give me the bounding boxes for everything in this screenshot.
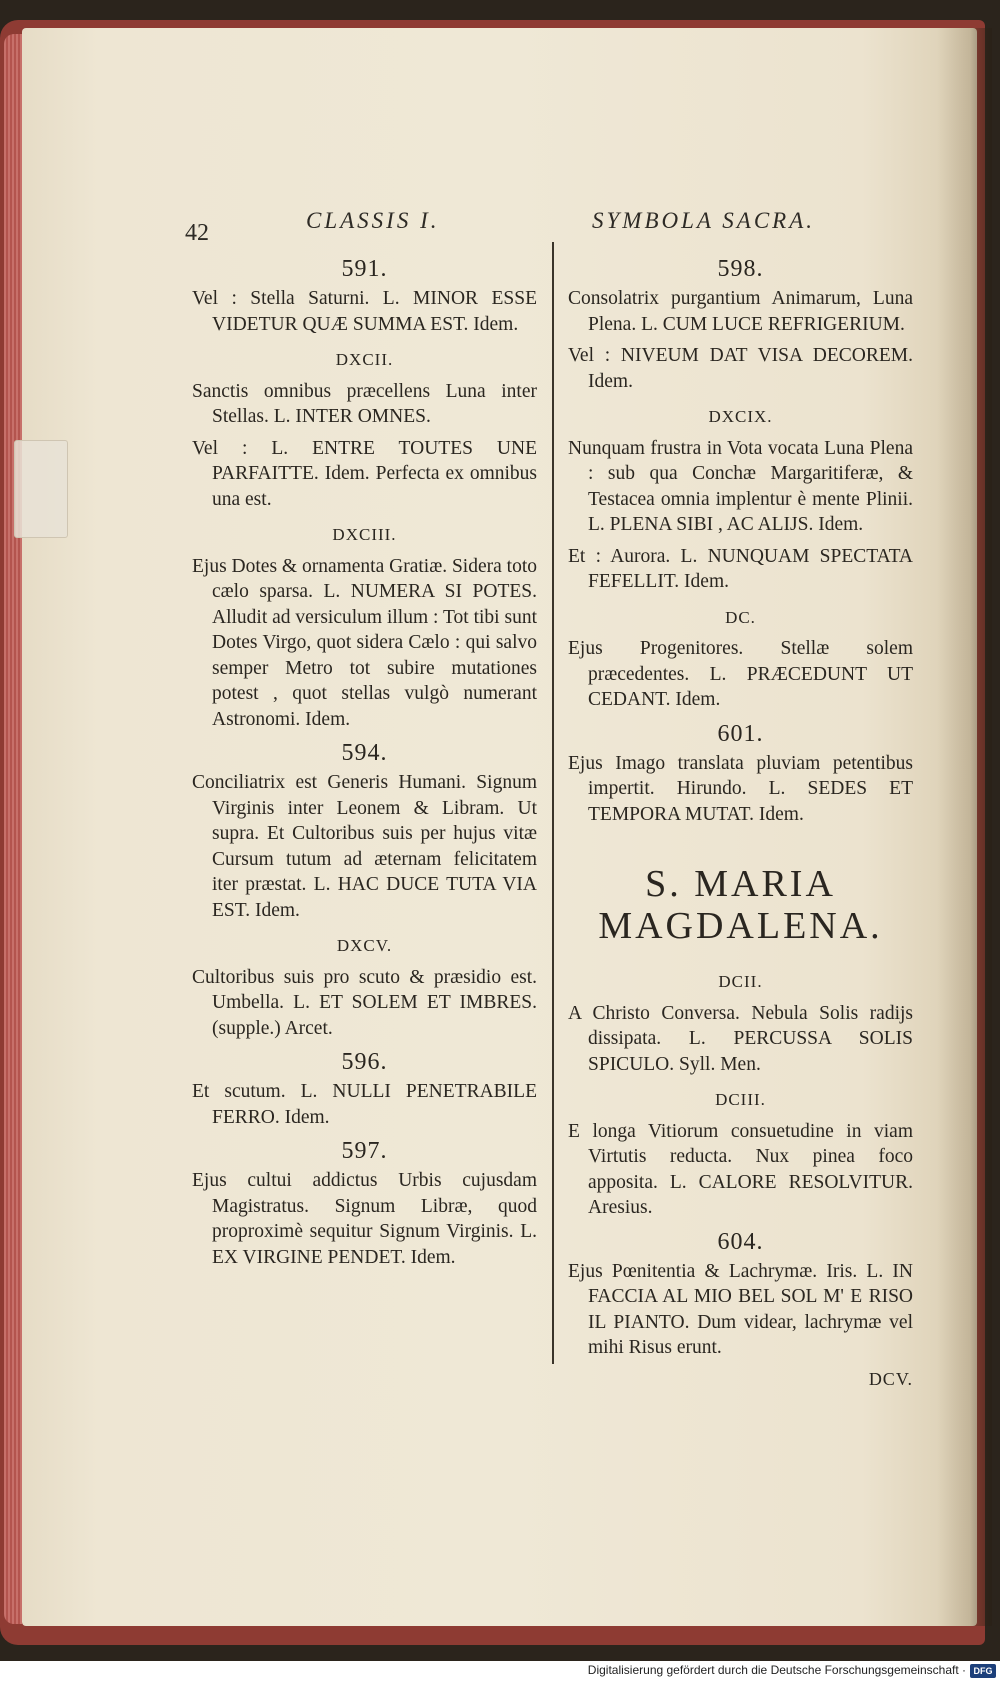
entry-heading: 591. xyxy=(341,256,388,282)
right-column-entries-after xyxy=(568,969,913,1361)
entry-heading: 598. xyxy=(717,256,764,282)
entry-text: Nunquam frustra in Vota vocata Luna Plena : sub qua Conchæ Margaritiferæ, & Testacea omnia implentur è mente Plinii. L. PLENA SIBI , AC ALIJS. Idem. xyxy=(568,437,913,535)
entry-heading: DXCII. xyxy=(335,350,394,369)
entry-text: Et scutum. L. NULLI PENETRABILE FERRO. Idem. xyxy=(192,1081,537,1128)
entry-heading: 604. xyxy=(717,1228,764,1255)
entry-heading: DXCV. xyxy=(336,936,393,955)
entry-text: Sanctis omnibus præcellens Luna inter Stellas. L. INTER OMNES. xyxy=(192,380,537,427)
entry-heading: 594. xyxy=(341,740,388,766)
entry-text: Ejus Pœnitentia & Lachrymæ. Iris. L. IN FACCIA AL MIO BEL SOL M' E RISO IL PIANTO. Dum videar, lachrymæ vel mihi Risus erunt. xyxy=(568,1260,913,1358)
entry-heading: 601. xyxy=(717,720,764,747)
entry-text: E longa Vitiorum consuetudine in viam Virtutis reducta. Nux pinea foco apposita. L. CALORE RESOLVITUR. Aresius. xyxy=(568,1120,913,1218)
entry-heading: DC. xyxy=(725,607,756,627)
entry-text: Et : Aurora. L. NUNQUAM SPECTATA FEFELLIT. Idem. xyxy=(568,545,913,592)
entry-heading: 596. xyxy=(341,1049,388,1075)
page-number: 42 xyxy=(185,220,209,246)
entry-heading: 597. xyxy=(341,1138,388,1164)
section-title: S. MARIA MAGDALENA. xyxy=(598,863,883,947)
dfg-logo: DFG xyxy=(970,1664,996,1678)
entry-text: Cultoribus suis pro scuto & præsidio est. Umbella. L. ET SOLEM ET IMBRES. (supple.) Arcet. xyxy=(192,966,537,1039)
page-edges xyxy=(4,34,22,1624)
entry-text: A Christo Conversa. Nebula Solis radijs dissipata. L. PERCUSSA SOLIS SPICULO. Syll. Men. xyxy=(568,1002,913,1075)
entry-text: Consolatrix purgantium Animarum, Luna Plena. L. CUM LUCE REFRIGERIUM. xyxy=(568,288,913,335)
entry-text: Vel : NIVEUM DAT VISA DECOREM. Idem. xyxy=(568,345,913,392)
entry-text: Ejus Dotes & ornamenta Gratiæ. Sidera toto cælo sparsa. L. NUMERA SI POTES. Alludit ad versiculum illum : Tot tibi sunt Dotes Virgo, quot sidera Cælo : qui salvo semper Metro tot subire mutationes potest , quot stellas vulgò numerant Astronomi. Idem. xyxy=(192,555,537,730)
bookmark-tab xyxy=(14,440,68,538)
running-header-left: CLASSIS I. xyxy=(306,208,440,233)
entry-heading: DXCIII. xyxy=(332,525,397,544)
column-divider xyxy=(552,242,554,1364)
right-column-entries xyxy=(568,254,913,827)
spine-shadow xyxy=(937,28,992,1626)
entry-text: Ejus Imago translata pluviam petentibus impertit. Hirundo. L. SEDES ET TEMPORA MUTAT. Idem. xyxy=(568,752,913,825)
entry-text: Vel : L. ENTRE TOUTES UNE PARFAITTE. Idem. Perfecta ex omnibus una est. xyxy=(192,437,537,510)
entry-text: Vel : Stella Saturni. L. MINOR ESSE VIDETUR QUÆ SUMMA EST. Idem. xyxy=(192,288,537,335)
entry-heading: DCIII. xyxy=(715,1090,766,1109)
entry-heading: DCII. xyxy=(718,972,763,991)
left-column xyxy=(192,248,537,1276)
right-column xyxy=(568,248,913,1392)
entry-text: Conciliatrix est Generis Humani. Signum Virginis inter Leonem & Libram. Ut supra. Et Cultoribus suis per hujus vitæ Cursum tutum ad æternam felicitatem iter præstat. L. HAC DUCE TUTA VIA EST. Idem. xyxy=(192,772,537,921)
entry-text: Ejus Progenitores. Stellæ solem præcedentes. L. PRÆCEDUNT UT CEDANT. Idem. xyxy=(568,638,913,710)
running-header-right: SYMBOLA SACRA. xyxy=(592,208,816,233)
entry-text: Ejus cultui addictus Urbis cujusdam Magistratus. Signum Libræ, quod proproximè sequitur Signum Virginis. L. EX VIRGINE PENDET. Idem. xyxy=(192,1170,537,1268)
digitization-footer xyxy=(0,1661,1000,1681)
footer-credit: Digitalisierung gefördert durch die Deutsche Forschungsgemeinschaft · xyxy=(587,1663,966,1677)
catchword: DCV. xyxy=(868,1368,913,1389)
entry-heading: DXCIX. xyxy=(708,407,773,426)
